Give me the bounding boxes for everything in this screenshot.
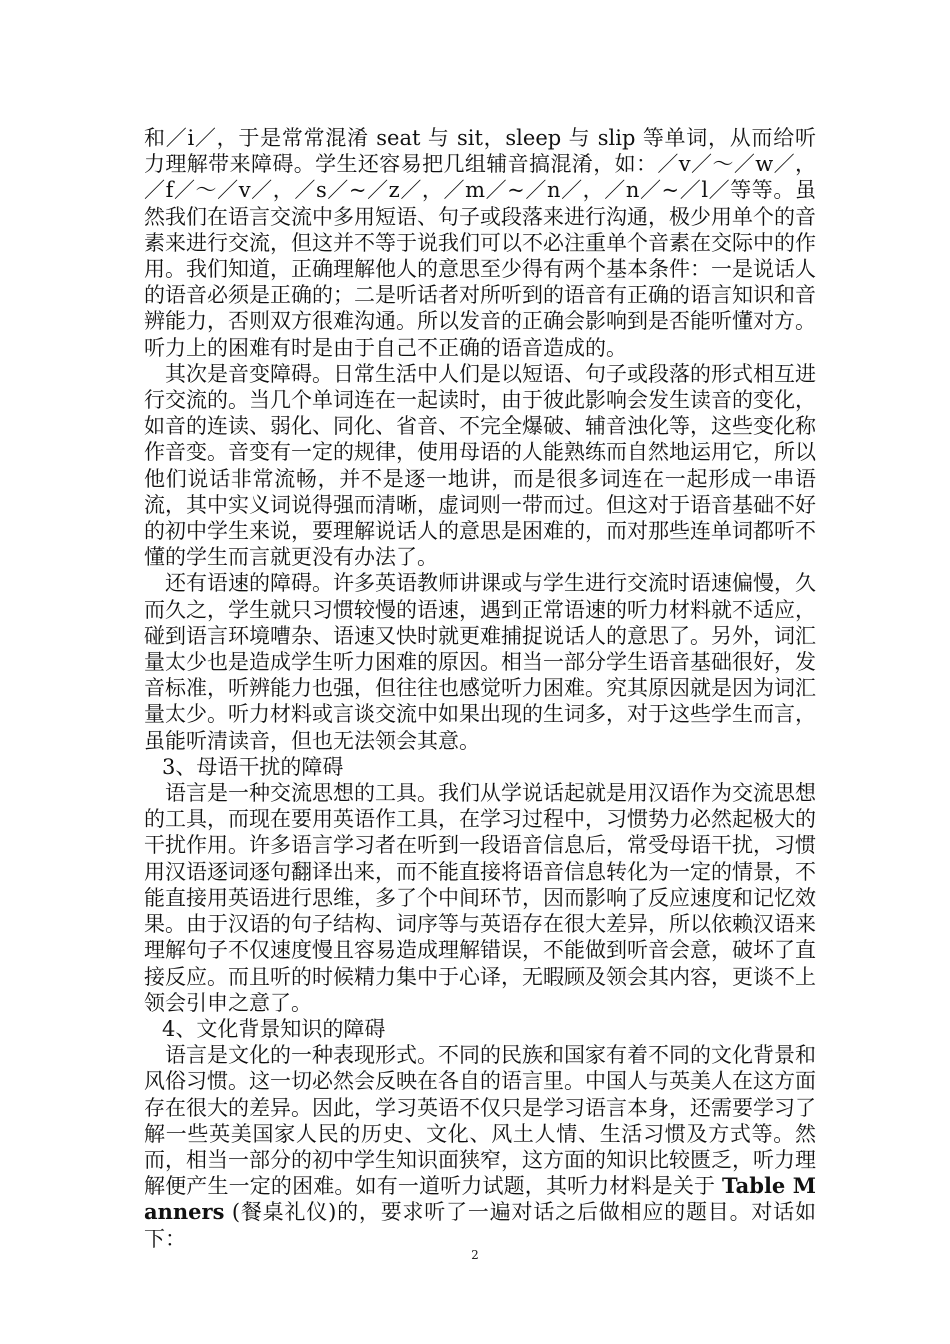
paragraph-5 [144,1042,816,1252]
page-number: 2 [471,1248,479,1262]
paragraph-2: 其次是音变障碍。日常生活中人们是以短语、句子或段落的形式相互进行交流的。当几个单词连在一起读时，由于彼此影响会发生读音的变化，如音的连读、弱化、同化、省音、不完全爆破、辅音浊化等，这些变化称作音变。音变有一定的规律，使用母语的人能熟练而自然地运用它，所以他们说话非常流畅，并不是逐一地讲，而是很多词连在一起形成一串语流，其中实义词说得强而清晰，虚词则一带而过。但这对于语音基础不好的初中学生来说，要理解说话人的意思是困难的，而对那些连单词都听不懂的学生而言就更没有办法了。 [144,361,816,570]
section-heading-4: 4、文化背景知识的障碍 [162,1016,386,1041]
paragraph-4: 语言是一种交流思想的工具。我们从学说话起就是用汉语作为交流思想的工具，而现在要用英语作工具，在学习过程中，习惯势力必然起极大的干扰作用。许多语言学习者在听到一段语音信息后，常受母语干扰，习惯用汉语逐词逐句翻译出来，而不能直接将语音信息转化为一定的情景，不能直接用英语进行思维，多了个中间环节，因而影响了反应速度和记忆效果。由于汉语的句子结构、词序等与英语存在很大差异，所以依赖汉语来理解句子不仅速度慢且容易造成理解错误，不能做到听音会意，破坏了直接反应。而且听的时候精力集中于心译，无暇顾及领会其内容，更谈不上领会引申之意了。 [144,781,816,1015]
paragraph-1: 和／i／，于是常常混淆 seat 与 sit，sleep 与 slip 等单词，从而给听力理解带来障碍。学生还容易把几组辅音搞混淆，如：／v／～／w／，／f／～／v／，／s／~／z／，／m／~／n／，／n／~／l／等等。虽然我们在语言交流中多用短语、句子或段落来进行沟通，极少用单个的音素来进行交流，但这并不等于说我们可以不必注重单个音素在交际中的作用。我们知道，正确理解他人的意思至少得有两个基本条件：一是说话人的语音必须是正确的；二是听话者对所听到的语音有正确的语言知识和音辨能力，否则双方很难沟通。所以发音的正确会影响到是否能听懂对方。听力上的困难有时是由于自己不正确的语音造成的。 [144,126,816,360]
table-manners-term: Table Manners [144,1173,816,1225]
paragraph-3: 还有语速的障碍。许多英语教师讲课或与学生进行交流时语速偏慢，久而久之，学生就只习惯较慢的语速，遇到正常语速的听力材料就不适应，碰到语言环境嘈杂、语速又快时就更难捕捉说话人的意思了。另外，词汇量太少也是造成学生听力困难的原因。相当一部分学生语音基础很好，发音标准，听辨能力也强，但往往也感觉听力困难。究其原因就是因为词汇量太少。听力材料或言谈交流中如果出现的生词多，对于这些学生而言，虽能听清读音，但也无法领会其意。 [144,571,816,753]
section-heading-3: 3、母语干扰的障碍 [162,754,344,779]
paragraph-5-text-start: 语言是文化的一种表现形式。不同的民族和国家有着不同的文化背景和风俗习惯。这一切必然会反映在各自的语言里。中国人与英美人在这方面存在很大的差异。因此，学习英语不仅只是学习语言本身，还需要学习了解一些英美国家人民的历史、文化、风土人情、生活习惯及方式等。然而，相当一部分的初中学生知识面狭窄，这方面的知识比较匮乏，听力理解便产生一定的困难。如有一道听力试题，其听力材料是关于 [144,1043,816,1199]
paragraph-5-text-end: (餐桌礼仪)的，要求听了一遍对话之后做相应的题目。对话如下： [144,1200,816,1251]
document-body [144,125,816,1252]
